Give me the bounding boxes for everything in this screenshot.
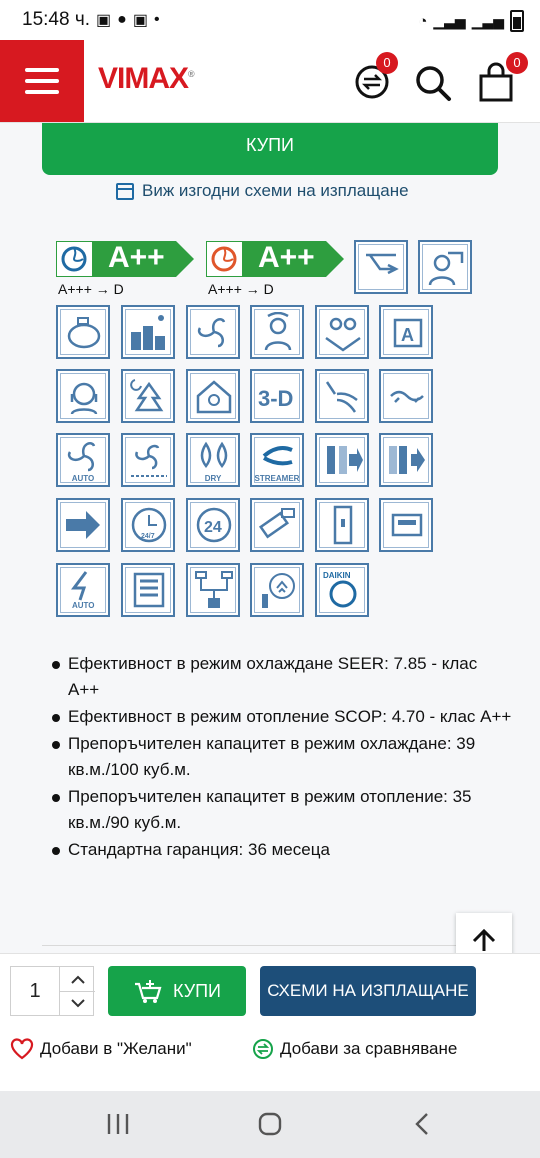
- energy-class-text: A++: [108, 241, 165, 274]
- daikin-caption: DAIKIN: [323, 571, 351, 580]
- search-button[interactable]: [412, 58, 456, 102]
- quiet-home-icon: [186, 369, 240, 423]
- timer-24-icon: [186, 498, 240, 552]
- filter-2-icon: [379, 433, 433, 487]
- spec-item: Стандартна гаранция: 36 месеца: [52, 837, 512, 863]
- auto-mode-icon: [379, 305, 433, 359]
- arrow-up-icon: [470, 927, 498, 955]
- facebook-icon: ●: [117, 11, 127, 28]
- gallery-icon: ▣: [96, 12, 112, 29]
- energy-range: A+++ → D: [58, 281, 124, 297]
- fan-speed-icon: [121, 433, 175, 487]
- remote-control-icon: [250, 498, 304, 552]
- search-icon: [414, 64, 454, 104]
- site-header: [0, 40, 540, 123]
- back-icon: [414, 1112, 430, 1136]
- product-content: [0, 123, 540, 953]
- fan-icon: [186, 305, 240, 359]
- network-icon: [186, 563, 240, 617]
- voice-control-icon: [56, 369, 110, 423]
- fan-auto-caption: AUTO: [71, 474, 95, 483]
- 3d-airflow-icon: [250, 369, 304, 423]
- chevron-down-icon: [71, 999, 85, 1008]
- home-button[interactable]: [250, 1107, 290, 1141]
- compare-badge: 0: [376, 52, 398, 74]
- spec-item: Ефективност в режим отопление SCOP: 4.70 - клас А++: [52, 704, 512, 730]
- cart-add-icon: [133, 978, 163, 1004]
- timer-24-7-icon: [121, 498, 175, 552]
- daikin-icon: [315, 563, 369, 617]
- bottom-action-bar: [0, 953, 540, 1091]
- dry-caption: DRY: [204, 474, 222, 483]
- energy-class-text: A++: [258, 241, 315, 274]
- recent-apps-button[interactable]: [98, 1107, 138, 1141]
- timer-24-7-caption: 24/7: [141, 533, 155, 540]
- signal-2-icon: ▁▃▅: [471, 12, 504, 29]
- 3d-caption: 3-D: [258, 386, 294, 411]
- auto-restart-icon: [56, 563, 110, 617]
- account-icon: ▣: [132, 12, 148, 29]
- streamer-caption: STREAMER: [254, 474, 300, 483]
- wifi-icon: [250, 563, 304, 617]
- spec-list: [52, 651, 512, 864]
- hamburger-icon: [25, 68, 59, 72]
- motion-sensor-icon: [250, 305, 304, 359]
- controller-icon: [379, 498, 433, 552]
- logo-registered: ®: [188, 69, 194, 79]
- spec-item: Препоръчителен капацитет в режим отопление: 35 кв.м./90 куб.м.: [52, 784, 512, 836]
- buy-button-label: КУПИ: [173, 980, 221, 1001]
- calendar-icon: [116, 183, 134, 200]
- streamer-icon: [250, 433, 304, 487]
- cart-button[interactable]: [476, 55, 521, 102]
- energy-range: A+++ → D: [208, 281, 274, 297]
- status-bar: [0, 0, 540, 40]
- battery-icon: [510, 10, 524, 32]
- add-to-compare[interactable]: [252, 1038, 457, 1060]
- fan-auto-icon: [56, 433, 110, 487]
- arrow-filter-icon: [56, 498, 110, 552]
- divider: [42, 945, 456, 946]
- cart-badge: 0: [506, 52, 528, 74]
- spray-icon: [379, 369, 433, 423]
- quantity-stepper: [10, 966, 94, 1016]
- signal-icon: ▁▃▅: [433, 12, 466, 29]
- menu-button[interactable]: [0, 40, 84, 122]
- filter-icon: [315, 433, 369, 487]
- back-button[interactable]: [402, 1107, 442, 1141]
- status-right: [418, 10, 524, 32]
- logo[interactable]: [98, 62, 194, 96]
- compare-label: Добави за сравняване: [280, 1039, 458, 1058]
- spec-item: Препоръчителен капацитет в режим охлаждане: 39 кв.м./100 куб.м.: [52, 731, 512, 783]
- econo-icon: [56, 305, 110, 359]
- home-icon: [258, 1112, 282, 1136]
- system-navigation-bar: [0, 1091, 540, 1158]
- dry-icon: [186, 433, 240, 487]
- payment-schemes-button[interactable]: СХЕМИ НА ИЗПЛАЩАНЕ: [260, 966, 476, 1016]
- decrement-button[interactable]: [59, 991, 95, 1015]
- increment-button[interactable]: [59, 967, 95, 992]
- airflow-icon: [315, 369, 369, 423]
- logo-text: VIMAX: [98, 62, 189, 95]
- family-icon: [315, 305, 369, 359]
- energy-label-heating: [206, 241, 346, 299]
- comfort-person-icon: [418, 240, 472, 294]
- indoor-unit-icon: [315, 498, 369, 552]
- energy-label-cooling: [56, 241, 196, 299]
- compare-button[interactable]: [352, 55, 396, 102]
- night-mode-icon: [121, 305, 175, 359]
- chevron-up-icon: [71, 975, 85, 984]
- add-to-wishlist[interactable]: [10, 1038, 192, 1060]
- quantity-input[interactable]: 1: [29, 980, 41, 1002]
- payment-schemes-link[interactable]: [116, 181, 409, 201]
- display-panel-icon: [121, 563, 175, 617]
- auto-restart-caption: AUTO: [72, 601, 95, 610]
- payment-schemes-label: Виж изгодни схеми на изплащане: [142, 181, 409, 200]
- spec-item: Ефективност в режим охлаждане SEER: 7.85 - клас А++: [52, 651, 512, 703]
- moon-tree-icon: [121, 369, 175, 423]
- svg-text:A: A: [401, 325, 414, 345]
- recent-apps-icon: [106, 1113, 130, 1135]
- status-time: 15:48 ч.: [22, 9, 91, 30]
- wifi-status-icon: ◔: [418, 12, 428, 30]
- timer-24-caption: 24: [204, 519, 222, 536]
- wishlist-label: Добави в "Желани": [40, 1039, 192, 1058]
- buy-button-top[interactable]: КУПИ: [42, 123, 498, 175]
- heart-icon: [10, 1038, 34, 1060]
- swing-icon: [354, 240, 408, 294]
- compare-small-icon: [252, 1038, 274, 1060]
- dot-icon: •: [153, 11, 160, 28]
- buy-button[interactable]: [108, 966, 246, 1016]
